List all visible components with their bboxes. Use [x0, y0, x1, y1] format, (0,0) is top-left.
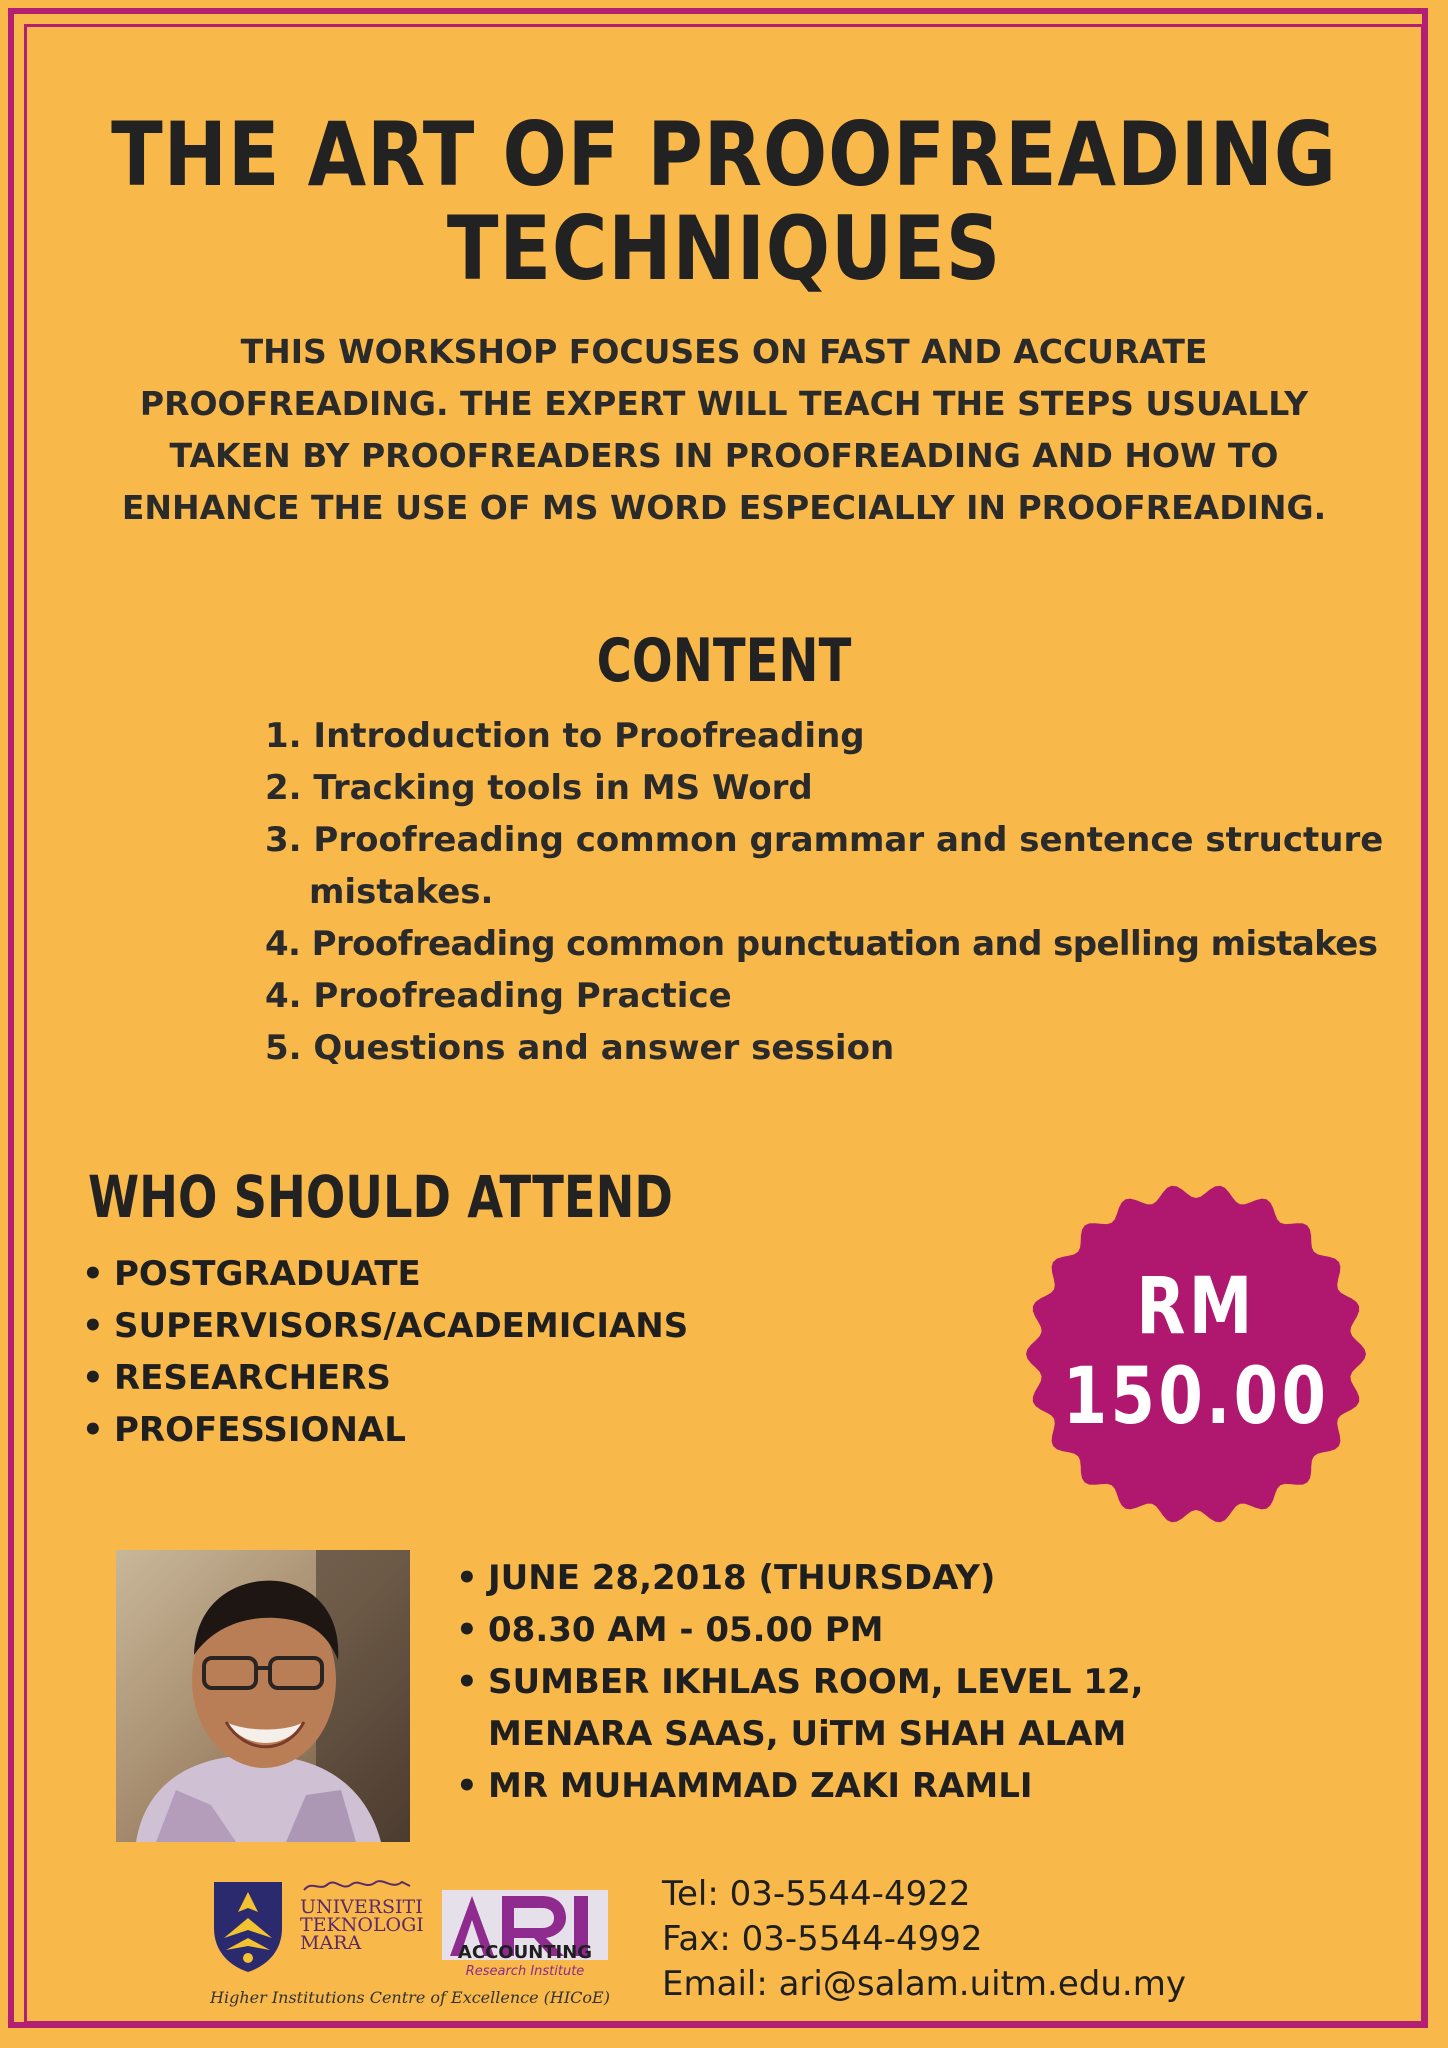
list-item: 3. Proofreading common grammar and sentence structure mistakes.	[265, 820, 1384, 912]
list-item: • PROFESSIONAL	[82, 1404, 688, 1456]
event-speaker: • MR MUHAMMAD ZAKI RAMLI	[456, 1760, 1144, 1812]
list-item: 1. Introduction to Proofreading	[265, 716, 865, 756]
organizer-logos	[210, 1870, 610, 2010]
contact-email: Email: ari@salam.uitm.edu.my	[662, 1964, 1186, 2004]
contact-tel: Tel: 03-5544-4922	[662, 1874, 971, 1914]
list-item: 5. Questions and answer session	[265, 1028, 895, 1068]
event-details-list	[456, 1552, 1144, 1812]
list-item: 4. Proofreading common punctuation and spelling mistakes	[265, 924, 1378, 964]
content-list	[265, 710, 1435, 1074]
ari-brand-text: ACCOUNTING	[457, 1942, 593, 1963]
price-badge	[1024, 1182, 1368, 1526]
workshop-description: THIS WORKSHOP FOCUSES ON FAST AND ACCURATE PROOFREADING. THE EXPERT WILL TEACH THE STEPS USUALLY TAKEN BY PROOFREADERS IN PROOFREADING AND HOW TO ENHANCE THE USE OF MS WORD ESPECIALLY IN PROOFREADING.	[121, 332, 1327, 527]
event-venue: • SUMBER IKHLAS ROOM, LEVEL 12, MENARA SAAS, UiTM SHAH ALAM	[456, 1656, 1144, 1760]
contact-fax: Fax: 03-5544-4992	[662, 1919, 983, 1959]
title-line-2: TECHNIQUES	[446, 197, 1002, 300]
title-line-1: THE ART OF PROOFREADING	[111, 103, 1337, 206]
price-amount: 150.00	[1062, 1352, 1330, 1442]
who-should-attend-heading: WHO SHOULD ATTEND	[88, 1163, 673, 1231]
ari-subtitle: Research Institute	[465, 1964, 585, 1979]
event-time: • 08.30 AM - 05.00 PM	[456, 1604, 1144, 1656]
list-item: 4. Proofreading Practice	[265, 976, 732, 1016]
hicoe-caption: Higher Institutions Centre of Excellence (HICoE)	[210, 1988, 610, 2007]
uitm-crest-logo	[210, 1878, 286, 1974]
list-item: • SUPERVISORS/ACADEMICIANS	[82, 1300, 688, 1352]
list-item: • RESEARCHERS	[82, 1352, 688, 1404]
uitm-name: UNIVERSITI TEKNOLOGI MARA	[300, 1896, 424, 1954]
contact-info	[662, 1872, 1186, 2007]
list-item: • POSTGRADUATE	[82, 1248, 688, 1300]
content-heading: CONTENT	[596, 626, 852, 696]
page-title	[101, 103, 1346, 300]
jawi-script-logo	[302, 1876, 412, 1894]
price-currency: RM	[1136, 1262, 1256, 1352]
event-date: • JUNE 28,2018 (THURSDAY)	[456, 1552, 1144, 1604]
list-item: 2. Tracking tools in MS Word	[265, 768, 813, 808]
audience-list	[82, 1248, 688, 1456]
speaker-photo	[116, 1550, 410, 1842]
price-text	[1055, 1262, 1337, 1442]
